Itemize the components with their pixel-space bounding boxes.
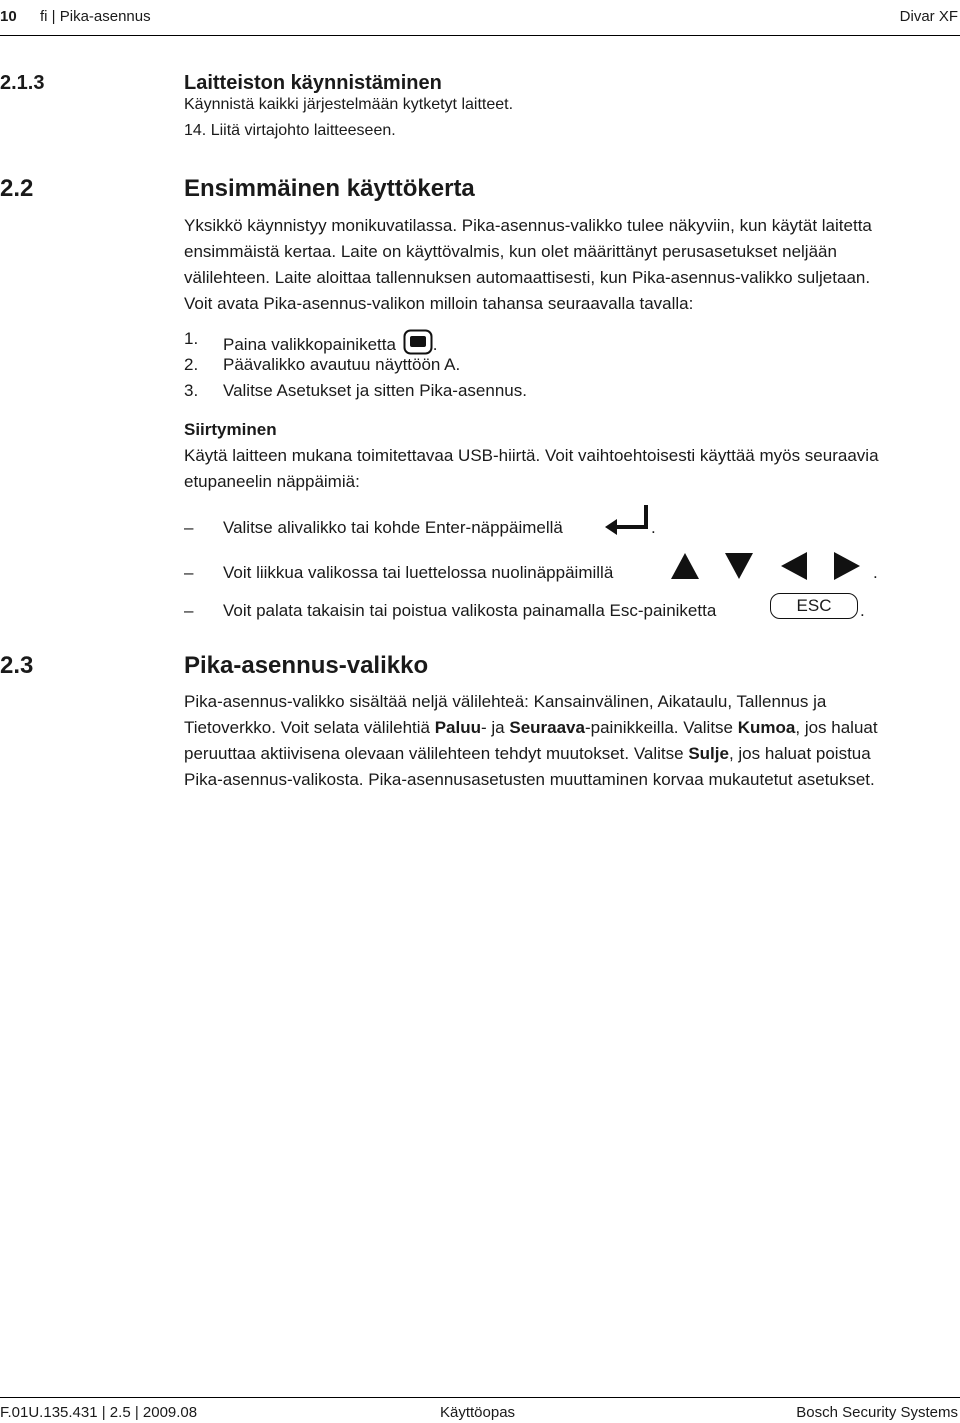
step-number: 3. — [184, 381, 199, 400]
bullet-text: Voit palata takaisin tai poistua valikosta painamalla Esc-painiketta — [223, 601, 717, 620]
text-run: -painikkeilla. Valitse — [584, 718, 738, 737]
bullet-punct: . — [651, 518, 656, 537]
section-number-22: 2.2 — [0, 175, 34, 202]
ui-term-back: Paluu — [434, 718, 482, 737]
bullet-punct: . — [873, 563, 878, 582]
enter-key-icon — [603, 503, 651, 540]
bullet-dash: – — [184, 563, 194, 582]
paragraph-line: etupaneelin näppäimiä: — [184, 472, 360, 491]
footer-doc-id: F.01U.135.431 | 2.5 | 2009.08 — [0, 1404, 198, 1421]
paragraph-line — [184, 718, 878, 738]
paragraph-line: Käynnistä kaikki järjestelmään kytketyt laitteet. — [184, 96, 514, 113]
arrow-up-icon — [670, 552, 700, 585]
subheading-navigation: Siirtyminen — [184, 420, 277, 439]
paragraph-line: välilehteen. Laite aloittaa tallennuksen automaattisesti, kun Pika-asennus-valikko suljetaan. — [184, 268, 871, 287]
ui-term-cancel: Kumoa — [737, 718, 796, 737]
paragraph-line — [184, 744, 871, 764]
footer-rule — [0, 1397, 960, 1398]
step-number: 1. — [184, 329, 199, 348]
footer-doc-type: Käyttöopas — [440, 1404, 516, 1421]
paragraph-line: ensimmäistä kertaa. Laite on käyttövalmis, kun olet määrittänyt perusasetukset neljään — [184, 242, 837, 261]
arrow-right-icon — [833, 551, 861, 586]
header-product: Divar XF — [899, 8, 958, 25]
page-number: 10 — [0, 8, 17, 25]
bullet-punct: . — [860, 601, 865, 620]
section-number-213: 2.1.3 — [0, 72, 45, 94]
ui-term-close: Sulje — [688, 744, 729, 763]
bullet-dash: – — [184, 518, 194, 537]
text-run: - ja — [481, 718, 510, 737]
bullet-text: Valitse alivalikko tai kohde Enter-näppäimellä — [223, 518, 563, 537]
paragraph-line: Yksikkö käynnistyy monikuvatilassa. Pika-asennus-valikko tulee näkyviin, kun käytät laitetta — [184, 216, 872, 235]
esc-key-label: ESC — [796, 596, 832, 615]
arrow-left-icon — [780, 551, 808, 586]
footer-company: Bosch Security Systems — [796, 1404, 958, 1421]
paragraph-line: Pika-asennus-valikko sisältää neljä välilehteä: Kansainvälinen, Aikataulu, Tallennus ja — [184, 692, 827, 711]
arrow-down-icon — [724, 552, 754, 585]
header-rule — [0, 35, 960, 36]
step-punct: . — [432, 335, 438, 354]
text-run: Tietoverkko. Voit selata välilehtiä — [184, 718, 435, 737]
step-label: Paina valikkopainiketta — [223, 335, 396, 354]
section-title-213: Laitteiston käynnistäminen — [184, 72, 442, 94]
section-number-23: 2.3 — [0, 652, 34, 679]
step-text: Valitse Asetukset ja sitten Pika-asennus. — [223, 381, 527, 400]
section-title-23: Pika-asennus-valikko — [184, 652, 429, 679]
text-run: , jos haluat poistua — [728, 744, 871, 763]
step-text: Päävalikko avautuu näyttöön A. — [223, 355, 461, 374]
bullet-dash: – — [184, 601, 194, 620]
esc-key-icon — [770, 593, 858, 619]
text-run: , jos haluat — [795, 718, 878, 737]
bullet-text: Voit liikkua valikossa tai luettelossa nuolinäppäimillä — [223, 563, 614, 582]
paragraph-line: Käytä laitteen mukana toimitettavaa USB-hiirtä. Voit vaihtoehtoisesti käyttää myös seuraavia — [184, 446, 879, 465]
header-section: fi | Pika-asennus — [40, 8, 151, 25]
text-run: peruuttaa aktiivisena olevaan välilehteen tehdyt muutokset. Valitse — [184, 744, 689, 763]
paragraph-line: 14. Liitä virtajohto laitteeseen. — [184, 122, 396, 139]
paragraph-line: Pika-asennus-valikosta. Pika-asennusasetusten muuttaminen korvaa mukautetut asetukset. — [184, 770, 875, 789]
section-title-22: Ensimmäinen käyttökerta — [184, 175, 475, 202]
ui-term-next: Seuraava — [509, 718, 585, 737]
step-number: 2. — [184, 355, 199, 374]
paragraph-line: Voit avata Pika-asennus-valikon milloin tahansa seuraavalla tavalla: — [184, 294, 694, 313]
